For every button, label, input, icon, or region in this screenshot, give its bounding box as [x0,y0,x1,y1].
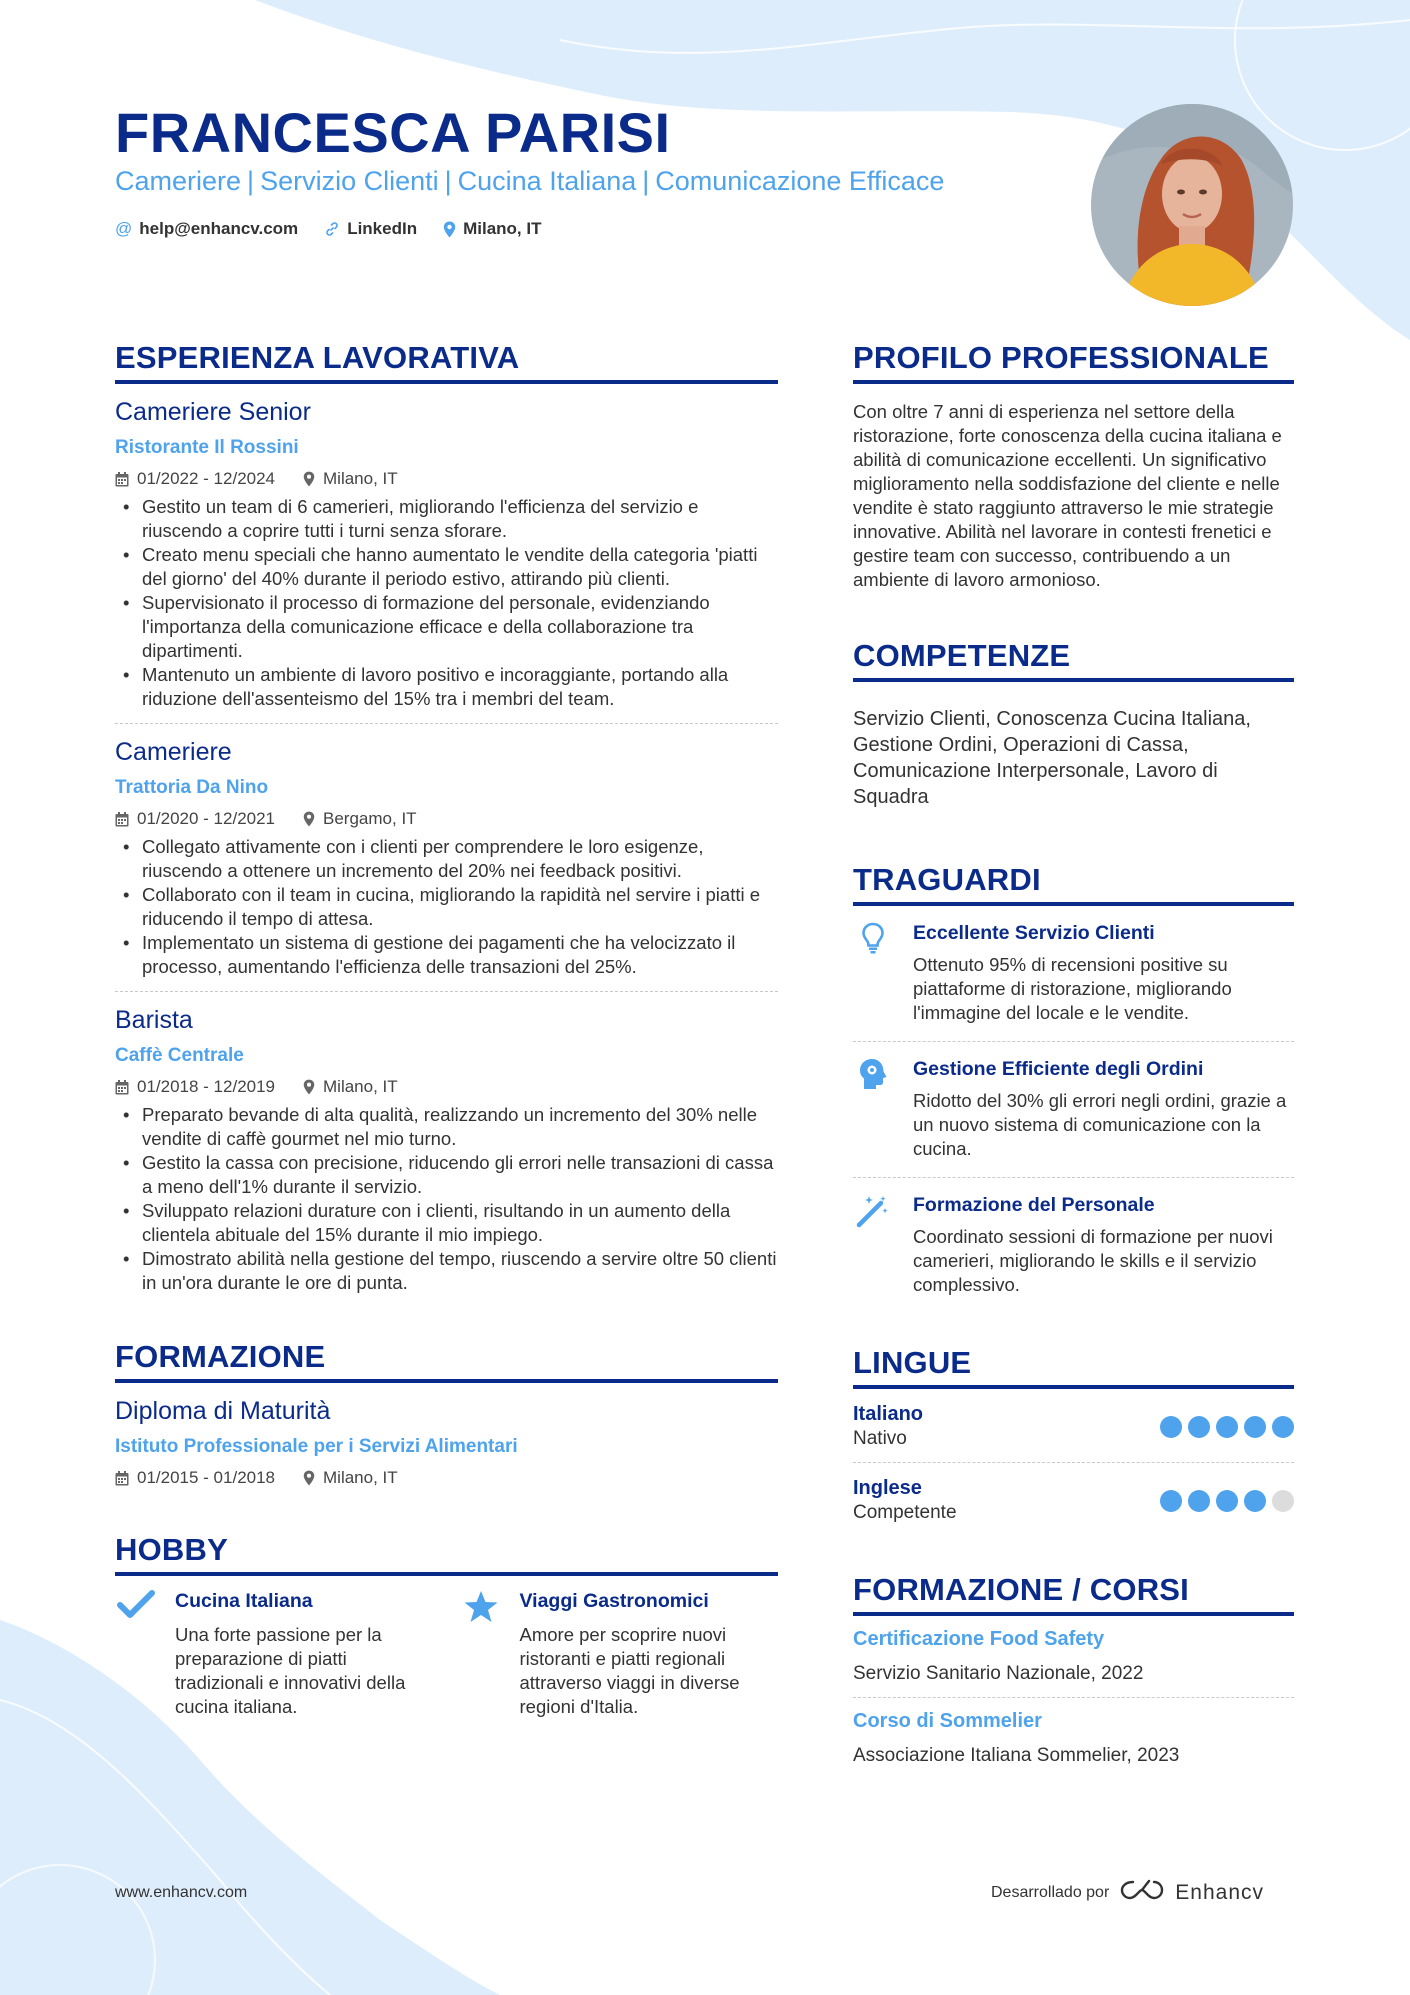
job-entry [115,724,778,992]
calendar-icon [115,1471,129,1486]
education-location: Milano, IT [323,1468,398,1487]
job-meta [115,1077,778,1097]
education-meta [115,1468,778,1488]
job-dates: 01/2020 - 12/2021 [137,809,276,828]
job-location: Bergamo, IT [323,809,417,828]
language-rating [1160,1416,1294,1438]
bullet-item: • Gestito un team di 6 camerieri, migliorando l'efficienza del servizio e riuscendo a coprire tutti i turni senza sforare. [115,495,778,543]
job-bullets [115,495,778,711]
rating-dot-filled [1216,1416,1238,1438]
location-text: Milano, IT [463,219,542,238]
experience-heading: ESPERIENZA LAVORATIVA [115,340,778,384]
enhancv-logo-icon [1119,1878,1165,1907]
calendar-icon [115,472,129,487]
hobby-description: Una forte passione per la preparazione di piatti tradizionali e innovativi della cucina italiana. [175,1624,406,1717]
footer-branding [991,1878,1264,1907]
job-dates: 01/2022 - 12/2024 [137,469,276,488]
powered-by-text: Desarrollado por [991,1883,1110,1901]
profile-summary: Con oltre 7 anni di esperienza nel settore della ristorazione, forte conoscenza della cucina italiana e abilità di comunicazione eccellenti. Un significativo miglioramento nella soddisfazione del cliente e nelle vendite è stato raggiunto attraverso le mie strategie innovative. Abilità nel lavorare in contesti frenetici e gestire team con successo, contribuendo a un ambiente di lavoro armonioso. [853,401,1282,590]
job-title: Barista [115,1006,193,1034]
job-entry [115,384,778,724]
headline-item: Cucina Italiana [457,166,637,196]
map-pin-icon [303,471,315,487]
skills-heading: COMPETENZE [853,638,1294,682]
linkedin-text: LinkedIn [347,219,418,238]
bullet-item: • Sviluppato relazioni durature con i clienti, risultando in un aumento della clientela abituale del 15% durante il mio impiego. [115,1199,778,1247]
bullet-item: • Collegato attivamente con i clienti per comprendere le loro esigenze, riuscendo a ottenere un incremento del 20% nei feedback positivi. [115,835,778,883]
skills-list: Servizio Clienti, Conoscenza Cucina Italiana, Gestione Ordini, Operazioni di Cassa, Comunicazione Interpersonale, Lavoro di Squadra [853,708,1251,808]
course-organization: Associazione Italiana Sommelier, 2023 [853,1745,1180,1766]
map-pin-icon [303,811,315,827]
bullet-item: • Creato menu speciali che hanno aumentato le vendite della categoria 'piatti del giorno' del 40% durante il periodo estivo, attirando più clienti. [115,543,778,591]
courses-list [853,1616,1294,1779]
company-name: Ristorante Il Rossini [115,437,299,458]
left-column [115,340,778,1719]
hobbies-list [115,1590,778,1719]
headline-separator: | [247,166,255,196]
rating-dot-empty [1272,1490,1294,1512]
achievement-item [853,1042,1294,1178]
bullet-item: • Gestito la cassa con precisione, riducendo gli errori nelle transazioni di cassa a meno dell'1% durante il servizio. [115,1151,778,1199]
job-location: Milano, IT [323,469,398,488]
bullet-item: • Supervisionato il processo di formazione del personale, evidenziando l'importanza della comunicazione efficace e della collaborazione tra dipartimenti. [115,591,778,663]
job-title: Cameriere [115,738,232,766]
email-contact[interactable] [115,219,298,239]
magic-wand-icon [853,1194,893,1297]
course-item [853,1616,1294,1698]
bullet-item: • Collaborato con il team in cucina, migliorando la rapidità nel servire i piatti e riducendo il tempo di attesa. [115,883,778,931]
email-text: help@enhancv.com [139,219,299,238]
hobby-title: Cucina Italiana [175,1590,313,1612]
school-name: Istituto Professionale per i Servizi Alimentari [115,1436,518,1457]
head-icon [853,1058,893,1161]
languages-heading: LINGUE [853,1345,1294,1389]
map-pin-icon [443,221,456,238]
course-title: Certificazione Food Safety [853,1628,1105,1650]
achievement-description: Ottenuto 95% di recensioni positive su piattaforme di ristorazione, migliorando l'immagine del locale e le vendite. [913,954,1232,1023]
achievement-description: Ridotto del 30% gli errori negli ordini, grazie a un nuovo sistema di comunicazione con la cucina. [913,1090,1287,1159]
language-item [853,1389,1294,1463]
rating-dot-filled [1244,1490,1266,1512]
candidate-name: FRANCESCA PARISI [115,101,671,164]
headline-separator: | [444,166,452,196]
hobby-item [115,1590,434,1719]
language-rating [1160,1490,1294,1512]
achievement-item [853,1178,1294,1313]
at-icon: @ [115,219,133,238]
hobbies-heading: HOBBY [115,1532,778,1576]
location-contact [443,219,541,239]
star-icon [460,1590,502,1719]
headline [115,166,944,197]
languages-list [853,1389,1294,1536]
education-dates: 01/2015 - 01/2018 [137,1468,276,1487]
rating-dot-filled [1272,1416,1294,1438]
job-dates: 01/2018 - 12/2019 [137,1077,276,1096]
contact-bar [115,219,541,239]
language-name: Italiano [853,1403,924,1425]
rating-dot-filled [1160,1416,1182,1438]
right-column [853,340,1294,1779]
hobby-title: Viaggi Gastronomici [519,1590,709,1612]
language-name: Inglese [853,1477,922,1499]
headline-item: Cameriere [115,166,242,196]
job-bullets [115,1103,778,1295]
job-bullets [115,835,778,979]
education-heading: FORMAZIONE [115,1339,778,1383]
profile-photo [1091,104,1293,306]
rating-dot-filled [1188,1416,1210,1438]
job-title: Cameriere Senior [115,398,311,426]
bullet-item: • Mantenuto un ambiente di lavoro positivo e incoraggiante, portando alla riduzione dell'assenteismo del 15% tra i membri del team. [115,663,778,711]
achievement-title: Gestione Efficiente degli Ordini [913,1058,1204,1080]
profile-heading: PROFILO PROFESSIONALE [853,340,1294,384]
achievement-item [853,906,1294,1042]
achievement-title: Formazione del Personale [913,1194,1155,1216]
achievements-heading: TRAGUARDI [853,862,1294,906]
link-icon [324,221,340,237]
language-level: Nativo [853,1428,907,1449]
lightbulb-icon [853,922,893,1025]
bullet-item: • Implementato un sistema di gestione dei pagamenti che ha velocizzato il processo, aumentando l'efficienza delle transazioni del 25%. [115,931,778,979]
education-entry [115,1383,778,1488]
linkedin-contact[interactable] [324,219,417,239]
rating-dot-filled [1244,1416,1266,1438]
rating-dot-filled [1216,1490,1238,1512]
calendar-icon [115,1080,129,1095]
achievements-list [853,906,1294,1313]
hobby-item [460,1590,779,1719]
job-meta [115,469,778,489]
map-pin-icon [303,1079,315,1095]
bullet-item: • Dimostrato abilità nella gestione del tempo, riuscendo a servire oltre 50 clienti in un'ora durante le ore di punta. [115,1247,778,1295]
language-level: Competente [853,1502,957,1523]
headline-item: Servizio Clienti [260,166,439,196]
footer-website[interactable]: www.enhancv.com [115,1884,248,1901]
check-icon [115,1590,157,1719]
brand-name: Enhancv [1175,1880,1265,1904]
calendar-icon [115,812,129,827]
rating-dot-filled [1188,1490,1210,1512]
achievement-description: Coordinato sessioni di formazione per nuovi camerieri, migliorando le skills e il servizio complessivo. [913,1226,1273,1295]
company-name: Trattoria Da Nino [115,777,269,798]
degree-title: Diploma di Maturità [115,1397,331,1425]
courses-heading: FORMAZIONE / CORSI [853,1572,1294,1616]
achievement-title: Eccellente Servizio Clienti [913,922,1155,944]
job-meta [115,809,778,829]
rating-dot-filled [1160,1490,1182,1512]
job-entry [115,992,778,1295]
course-title: Corso di Sommelier [853,1710,1042,1732]
job-location: Milano, IT [323,1077,398,1096]
course-organization: Servizio Sanitario Nazionale, 2022 [853,1663,1144,1684]
course-item [853,1698,1294,1779]
map-pin-icon [303,1470,315,1486]
bullet-item: • Preparato bevande di alta qualità, realizzando un incremento del 30% nelle vendite di caffè gourmet nel mio turno. [115,1103,778,1151]
headline-separator: | [642,166,650,196]
hobby-description: Amore per scoprire nuovi ristoranti e piatti regionali attraverso viaggi in diverse regioni d'Italia. [519,1624,740,1717]
headline-item: Comunicazione Efficace [655,166,945,196]
language-item [853,1463,1294,1536]
company-name: Caffè Centrale [115,1045,244,1066]
